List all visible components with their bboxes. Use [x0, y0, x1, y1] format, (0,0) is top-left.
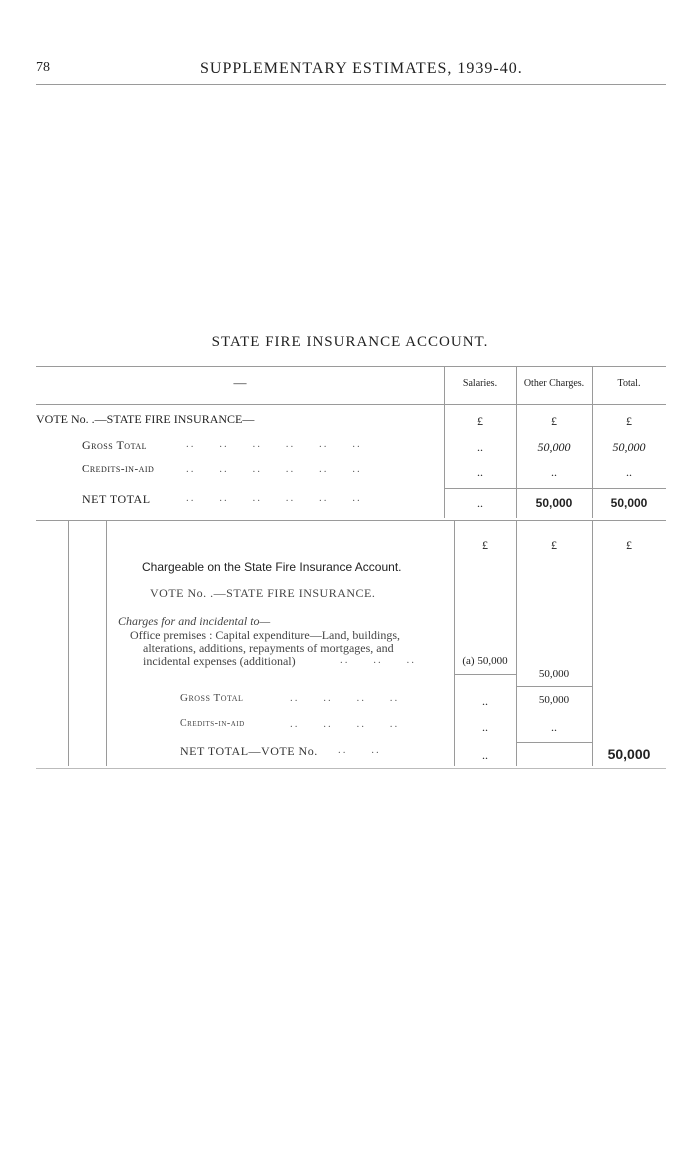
detail-credits-salaries: ..	[482, 720, 488, 734]
summary-gross-total: 50,000	[612, 440, 646, 454]
detail-gross-salaries: ..	[482, 694, 488, 708]
leader-dots: .. .. .. .. .. ..	[186, 463, 362, 475]
header-rule	[36, 84, 666, 85]
detail-currency-total: £	[626, 538, 632, 552]
summary-credits-label: Credits-in-aid	[82, 463, 155, 475]
summary-net-total: 50,000	[610, 496, 648, 510]
section-title: STATE FIRE INSURANCE ACCOUNT.	[211, 334, 489, 350]
leader-dots: .. .. .. ..	[290, 692, 400, 704]
detail-item-amount: (a) 50,000	[462, 655, 508, 667]
summary-subtotal-rule	[444, 488, 666, 489]
leader-dots: .. .. ..	[340, 654, 416, 666]
detail-chargeable-heading: Chargeable on the State Fire Insurance Account.	[142, 560, 402, 574]
summary-vote-line: VOTE No. .—STATE FIRE INSURANCE—	[36, 412, 255, 426]
detail-credits-other: ..	[551, 720, 557, 734]
detail-net-label: NET TOTAL—VOTE No.	[180, 744, 318, 758]
leader-dots: .. .. .. ..	[290, 718, 400, 730]
summary-header-rule	[36, 404, 666, 405]
detail-item-line-3: incidental expenses (additional)	[143, 654, 296, 668]
leader-dots: .. .. .. .. .. ..	[186, 492, 362, 504]
detail-net-salaries: ..	[482, 748, 488, 762]
summary-net-salaries: ..	[477, 496, 483, 510]
summary-col-other-charges: Other Charges.	[523, 378, 585, 389]
summary-gross-salaries: ..	[477, 440, 483, 454]
summary-net-other: 50,000	[535, 496, 573, 510]
summary-bottom-rule	[36, 520, 666, 521]
summary-col-total: Total.	[617, 378, 641, 389]
detail-item-rule	[454, 674, 516, 675]
running-title: SUPPLEMENTARY ESTIMATES, 1939-40.	[200, 60, 523, 77]
summary-credits-salaries: ..	[477, 465, 483, 479]
detail-subtotal-rule	[516, 686, 592, 687]
detail-vote-heading: VOTE No. .—STATE FIRE INSURANCE.	[150, 586, 376, 600]
page-number: 78	[36, 60, 50, 75]
detail-left-margin-line-2	[106, 520, 107, 766]
detail-currency-other: £	[551, 538, 557, 552]
detail-net-total: 50,000	[607, 746, 651, 762]
summary-currency-salaries: £	[477, 414, 483, 428]
detail-net-rule	[516, 742, 592, 743]
detail-subtotal-other: 50,000	[538, 668, 570, 680]
summary-col-salaries: Salaries.	[462, 378, 498, 389]
detail-currency-salaries: £	[482, 538, 488, 552]
detail-col-divider-3	[592, 520, 593, 766]
detail-item-line-1: Office premises : Capital expenditure—Land, buildings,	[130, 628, 401, 642]
summary-net-label: NET TOTAL	[82, 492, 151, 506]
detail-item-line-2: alterations, additions, repayments of mortgages, and	[143, 641, 394, 655]
summary-currency-total: £	[626, 414, 632, 428]
detail-gross-label: Gross Total	[180, 692, 244, 704]
summary-currency-other: £	[551, 414, 557, 428]
summary-top-rule	[36, 366, 666, 367]
detail-gross-other: 50,000	[538, 694, 570, 706]
summary-credits-other: ..	[551, 465, 557, 479]
leader-dots: .. ..	[338, 744, 381, 756]
summary-gross-label: Gross Total	[82, 438, 147, 452]
detail-bottom-rule	[36, 768, 666, 769]
detail-left-margin-line-1	[68, 520, 69, 766]
detail-credits-label: Credits-in-aid	[180, 718, 245, 729]
summary-gross-other: 50,000	[537, 440, 571, 454]
detail-charges-heading: Charges for and incidental to—	[118, 614, 271, 628]
summary-credits-total: ..	[626, 465, 632, 479]
leader-dots: .. .. .. .. .. ..	[186, 438, 362, 450]
summary-col-blank: —	[233, 375, 247, 390]
